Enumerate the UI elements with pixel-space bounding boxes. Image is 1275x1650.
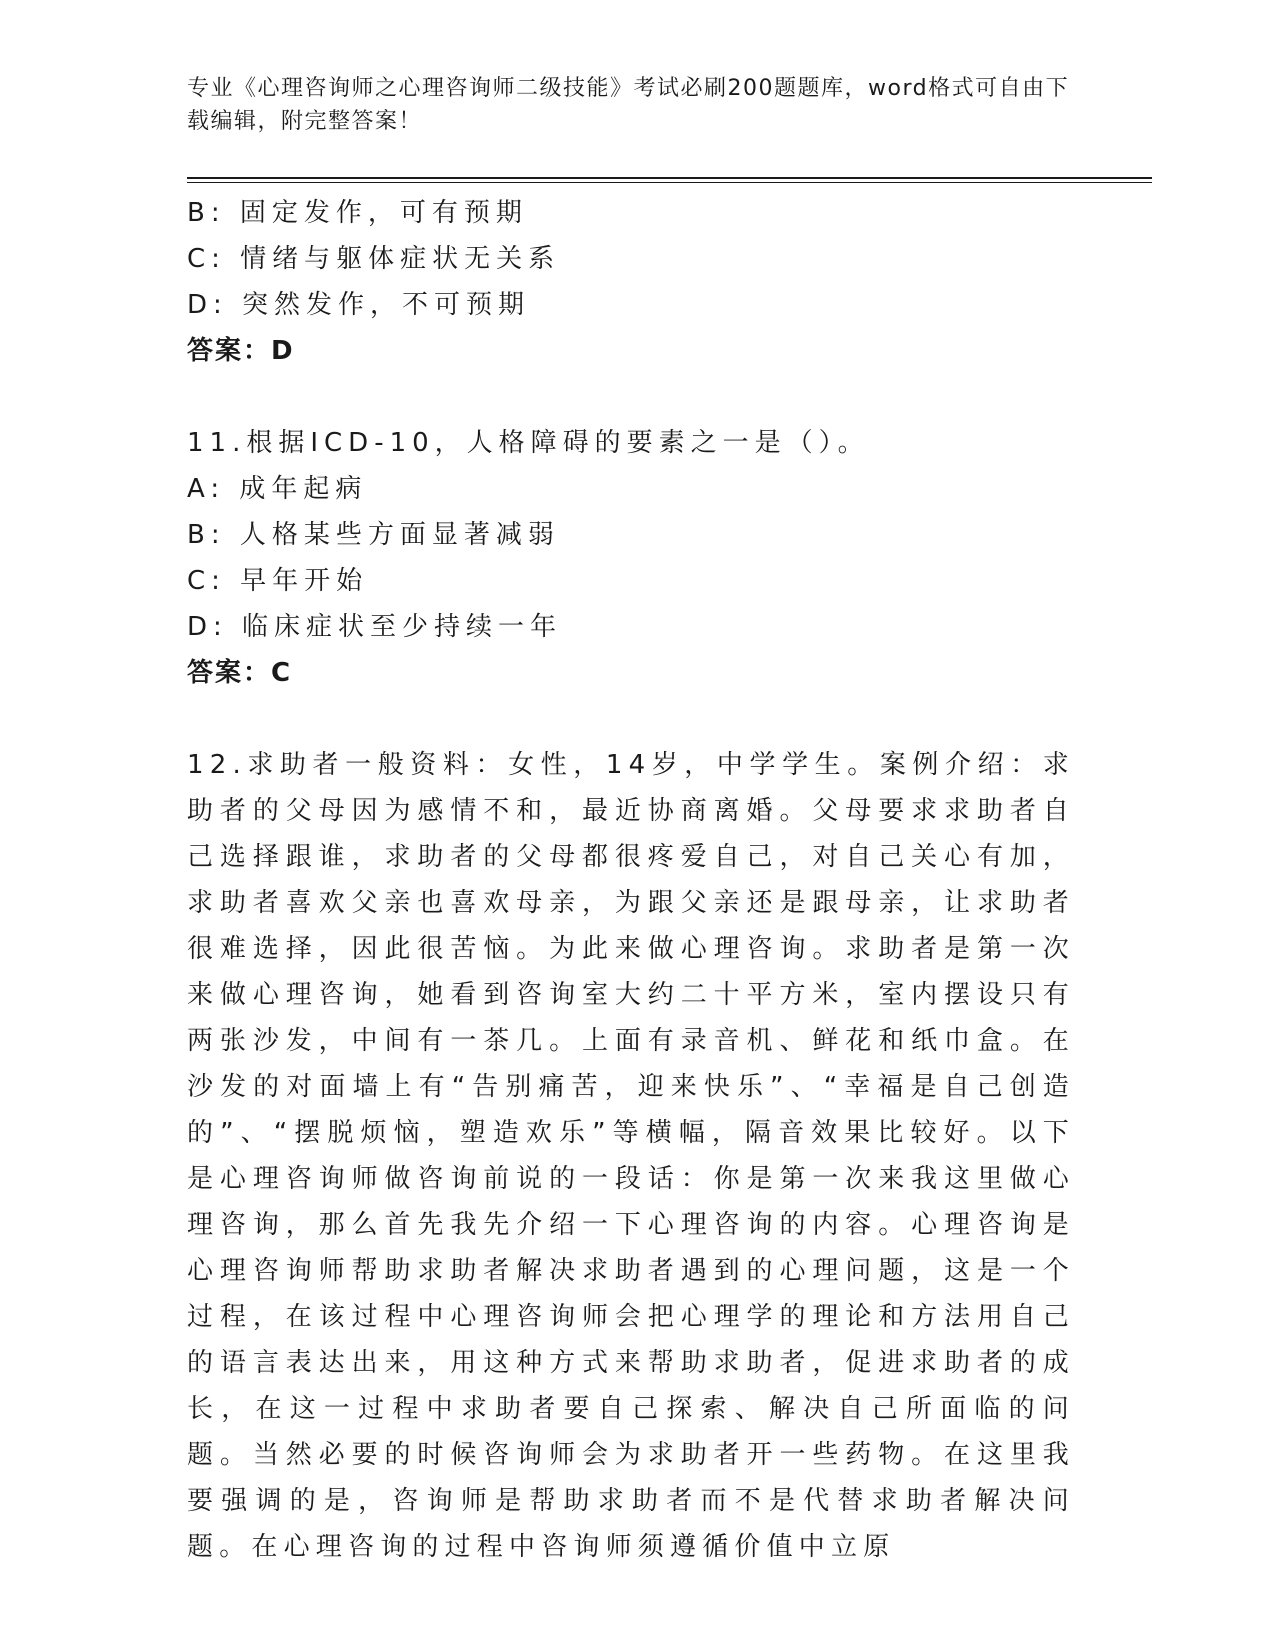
spacer [187, 696, 1087, 742]
option-a: A: 成年起病 [187, 474, 368, 504]
option-c: C: 早年开始 [187, 566, 369, 596]
question-stem: 11.根据ICD-10，人格障碍的要素之一是（）。 [187, 428, 870, 458]
answer-line: 答案：D [187, 336, 295, 366]
header-divider-thick [187, 177, 1152, 179]
option-d: D: 临床症状至少持续一年 [187, 612, 563, 642]
document-header: 专业《心理咨询师之心理咨询师二级技能》考试必刷200题题库，word格式可自由下载编辑，附完整答案！ [187, 76, 1070, 134]
question-10-continued [187, 190, 1087, 374]
spacer [187, 374, 1087, 420]
question-stem: 12.求助者一般资料：女性，14岁，中学学生。案例介绍：求助者的父母因为感情不和，最近协商离婚。父母要求求助者自己选择跟谁，求助者的父母都很疼爱自己，对自己关心有加，求助者喜欢父亲也喜欢母亲，为跟父亲还是跟母亲，让求助者很难选择，因此很苦恼。为此来做心理咨询。求助者是第一次来做心理咨询，她看到咨询室大约二十平方米，室内摆设只有两张沙发，中间有一茶几。上面有录音机、鲜花和纸巾盒。在沙发的对面墙上有“告别痛苦，迎来快乐”、“幸福是自己创造的”、“摆脱烦恼，塑造欢乐”等横幅，隔音效果比较好。以下是心理咨询师做咨询前说的一段话：你是第一次来我这里做心理咨询，那么首先我先介绍一下心理咨询的内容。心理咨询是心理咨询师帮助求助者解决求助者遇到的心理问题，这是一个过程，在该过程中心理咨询师会把心理学的理论和方法用自己的语言表达出来，用这种方式来帮助求助者，促进求助者的成长，在这一过程中求助者要自己探索、解决自己所面临的问题。当然必要的时候咨询师会为求助者开一些药物。在这里我要强调的是，咨询师是帮助求助者而不是代替求助者解决问题。在心理咨询的过程中咨询师须遵循价值中立原 [187, 750, 1075, 1562]
option-d: D: 突然发作，不可预期 [187, 290, 531, 320]
document-body [187, 190, 1087, 1570]
question-12 [187, 742, 1087, 1570]
option-b: B: 人格某些方面显著减弱 [187, 520, 560, 550]
header-divider-thin [187, 182, 1152, 183]
option-b: B: 固定发作，可有预期 [187, 198, 528, 228]
answer-line: 答案：C [187, 658, 293, 688]
option-c: C: 情绪与躯体症状无关系 [187, 244, 561, 274]
question-11 [187, 420, 1087, 696]
